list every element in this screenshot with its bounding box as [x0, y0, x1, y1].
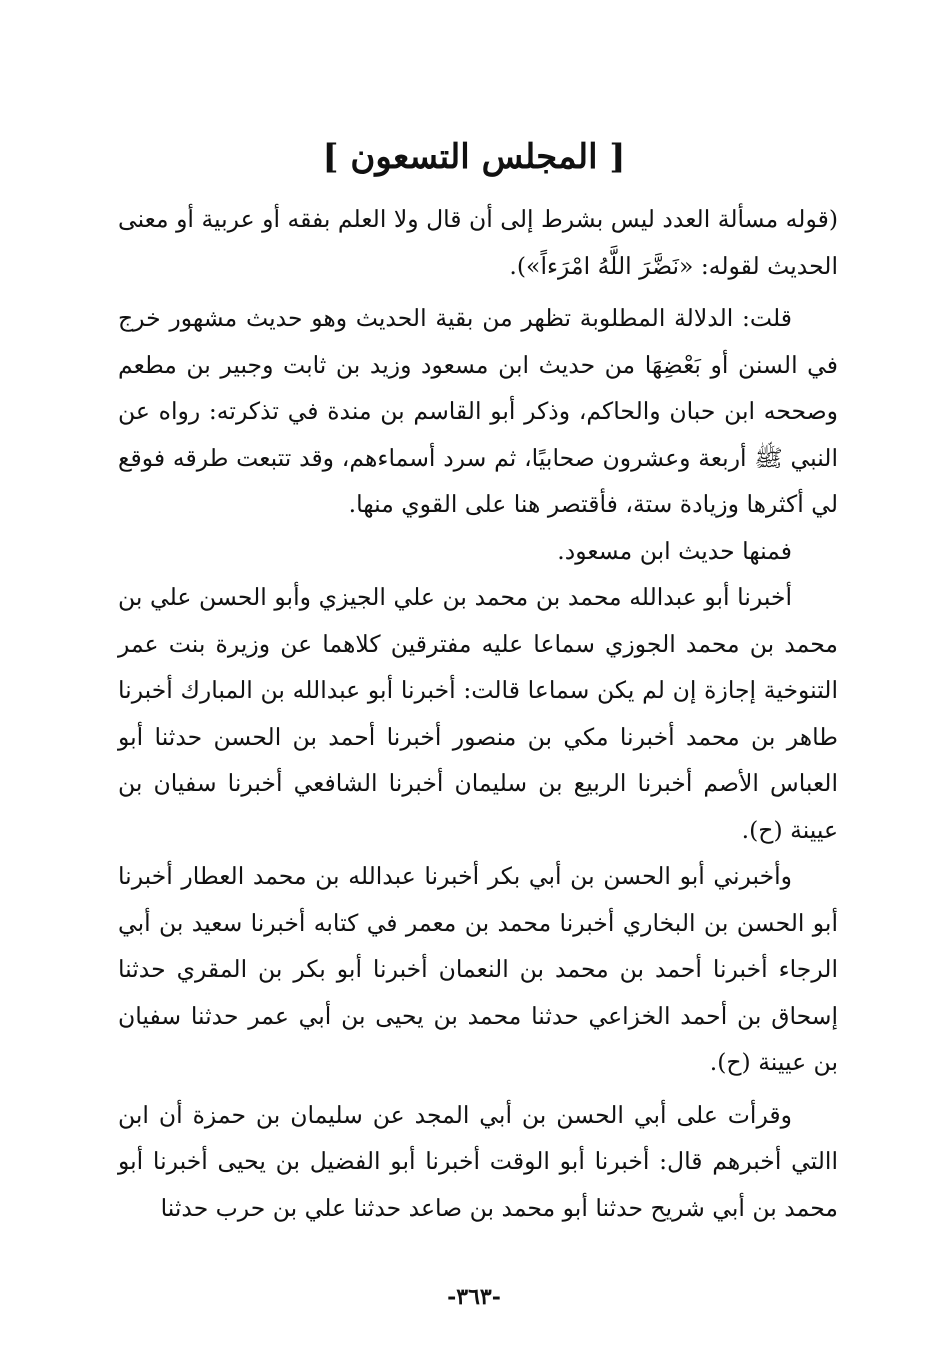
paragraph-quote: (قوله مسألة العدد ليس بشرط إلى أن قال ولا العلم بفقه أو عربية أو معنى الحديث لقوله: «نَضَّرَ اللَّهُ امْرَءاً»).: [118, 205, 838, 280]
paragraph-ibn-masud: فمنها حديث ابن مسعود.: [557, 536, 792, 565]
page-number: -٣٦٣-: [447, 1284, 501, 1310]
chapter-title: [ المجلس التسعون ]: [322, 137, 626, 177]
paragraph-isnad-3: وقرأت على أبي الحسن بن أبي المجد عن سليمان بن حمزة أن ابن االتي أخبرهم قال: أخبرنا أبو الوقت أخبرنا أبو الفضيل بن يحيى أخبرنا أبو محمد بن أبي شريح حدثنا أبو محمد بن صاعد حدثنا علي بن حرب حدثنا: [118, 1100, 838, 1222]
paragraph-commentary: قلت: الدلالة المطلوبة تظهر من بقية الحديث وهو حديث مشهور خرج في السنن أو بَعْضِهَا من حديث ابن مسعود وزيد بن ثابت وجبير بن مطعم وصححه ابن حبان والحاكم، وذكر أبو القاسم بن مندة في تذكرته: رواه عن النبي ﷺ أربعة وعشرون صحابيًا، ثم سرد أسماءهم، وقد تتبعت طرقه فوقع لي أكثرها وزيادة ستة، فأقتصر هنا على القوي منها.: [118, 304, 838, 518]
paragraph-isnad-1: أخبرنا أبو عبدالله محمد بن محمد بن علي الجيزي وأبو الحسن علي بن محمد بن محمد الجوزي سماعا عليه مفترقين كلاهما عن وزيرة بنت عمر التنوخية إجازة إن لم يكن سماعا قالت: أخبرنا أبو عبدالله بن المبارك أخبرنا طاهر بن محمد أخبرنا مكي بن منصور أخبرنا أحمد بن الحسن حدثنا أبو العباس الأصم أخبرنا الربيع بن سليمان أخبرنا الشافعي أخبرنا سفيان بن عيينة (ح).: [118, 583, 838, 844]
main-text: [118, 196, 838, 1231]
paragraph-isnad-2: وأخبرني أبو الحسن بن أبي بكر أخبرنا عبدالله بن محمد العطار أخبرنا أبو الحسن بن البخاري أخبرنا محمد بن معمر في كتابه أخبرنا سعيد بن أبي الرجاء أخبرنا أحمد بن محمد بن النعمان أخبرنا أبو بكر بن المقري حدثنا إسحاق بن أحمد الخزاعي حدثنا محمد بن يحيى بن أبي عمر حدثنا سفيان بن عيينة (ح).: [118, 862, 838, 1076]
